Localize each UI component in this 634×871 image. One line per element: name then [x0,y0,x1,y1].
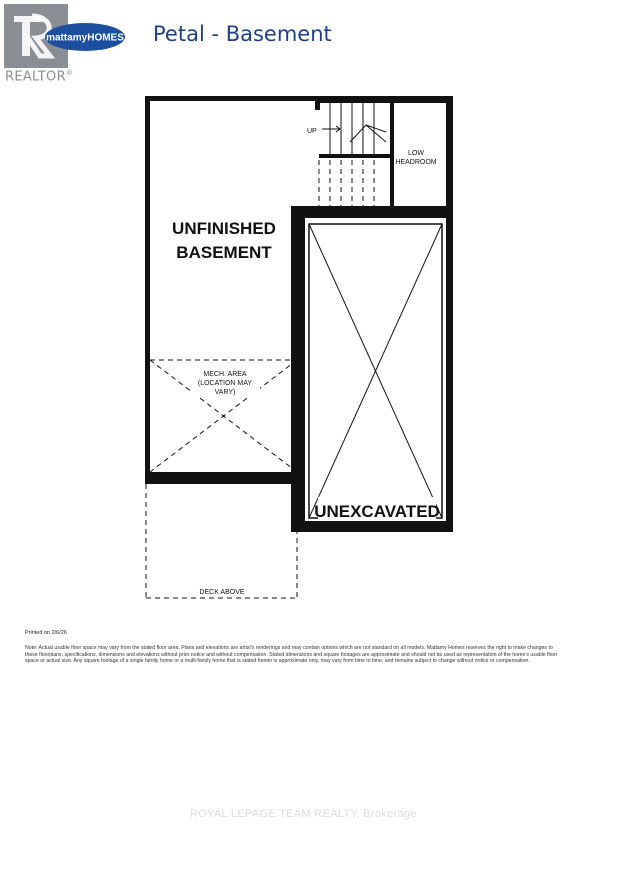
mech-label-3: VARY) [214,389,236,396]
plan-title: Petal - Basement [153,22,332,46]
wall-left [145,96,150,484]
mech-label-2: (LOCATION MAY [197,380,253,387]
wall-bottom-left [145,472,300,484]
deck-above-label: DECK ABOVE [199,589,245,596]
disclaimer-note: Note: Actual usable floor space may vary from the stated floor area. Plans and elevations are artist's renderings and may contain options which are not standard on all models. Mattamy Homes reserves the right to make changes to these floorplans, specifications, dimensions and elevations without prior notice and without compensation. Stated dimensions and square footages are approximate and should not be used as representation of the home's usable floor space or actual size. Any square footage of a single family home or a multi-family home that is stated herein is approximate only, may vary from time to time, and remains subject to change without notice or compensation. [25,645,558,664]
low-headroom-label-2: HEADROOM [395,159,437,166]
stairs [319,103,390,210]
deck-outline [146,484,297,598]
wall-unexcavated-bottom [291,521,453,532]
unfinished-label-1: UNFINISHED [172,219,276,238]
stair-wall-stub [315,96,320,110]
wall-unexcavated-top [297,206,453,218]
wall-top-left [145,96,315,101]
brand-logo-text: mattamyHOMES [46,32,124,44]
low-headroom-label-1: LOW [408,150,424,157]
wall-unexcavated-left [291,206,305,532]
mech-label-1: MECH. AREA [203,371,247,378]
wall-top-right [315,96,453,103]
realtor-wordmark: REALTOR® [5,69,74,85]
printed-date: Printed on 2/6/26 [25,630,67,636]
headroom-wall [390,103,394,211]
wall-unexcavated-right [446,206,453,532]
wall-right-upper [446,96,453,216]
unfinished-label-2: BASEMENT [176,243,272,262]
up-label: UP [307,128,317,135]
brokerage-watermark: ROYAL LEPAGE TEAM REALTY, Brokerage [190,808,417,820]
unexcavated-label: UNEXCAVATED [314,502,440,521]
